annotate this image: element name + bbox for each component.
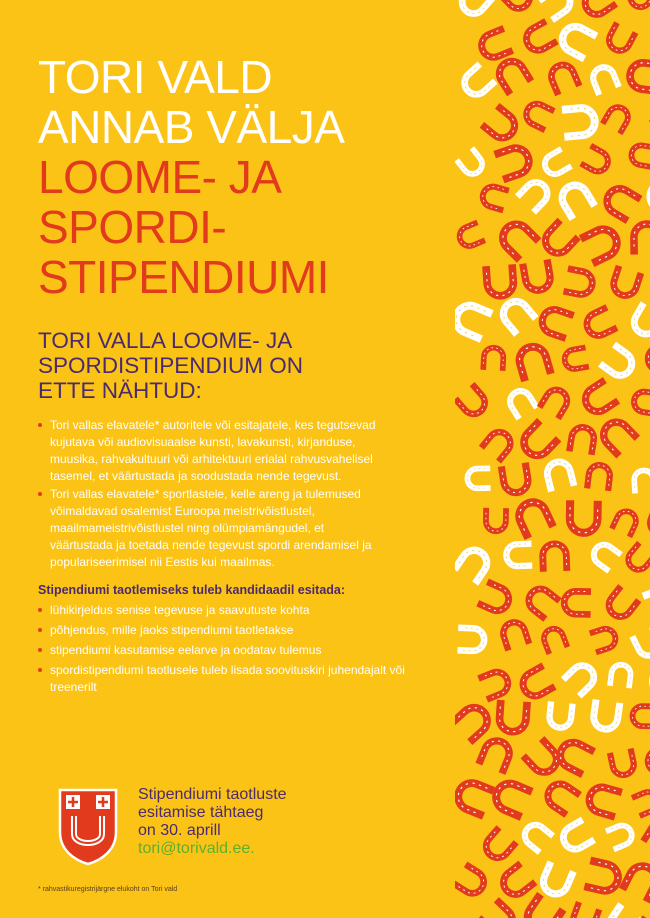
horseshoe-shape [584,860,620,893]
requirement-item: spordistipendiumi taotlusele tuleb lisada soovituskiri juhendajalt või treenerilt [38,662,428,696]
horseshoe-shape [548,701,572,728]
horseshoe-shape [455,545,491,583]
horseshoe-shape [610,748,636,776]
horseshoe-shape [497,219,538,260]
horseshoe-shape [602,184,640,221]
horseshoe-shape [570,500,598,533]
horseshoe-shape [455,864,488,897]
requirements-list [38,602,428,696]
horseshoe-shape [587,464,611,491]
horseshoe-shape [590,64,619,95]
horseshoe-shape [479,900,518,918]
horseshoe-shape [543,779,580,815]
deadline-text [138,786,287,858]
horseshoe-shape [626,0,650,10]
horseshoe-shape [455,384,489,418]
horseshoe-shape [499,700,527,733]
horseshoe-shape [564,591,591,614]
horseshoe-shape [480,184,509,210]
horseshoe-shape [478,582,513,615]
horseshoe-shape [645,178,650,218]
horseshoe-shape [629,61,650,91]
horseshoe-shape [645,748,650,776]
subtitle-line-1: TORI VALLA LOOME- JA [38,328,293,353]
horseshoe-shape [492,779,532,817]
requirement-item: lühikirjeldus senise tegevuse ja saavutuste kohta [38,602,428,619]
purpose-list [38,417,383,571]
deadline-line-3: on 30. aprill [138,822,221,839]
tori-coat-of-arms-icon [58,786,118,866]
horseshoe-shape [500,620,529,651]
horseshoe-shape [622,862,650,902]
horseshoe-shape [548,62,579,95]
horseshoe-shape [632,706,650,726]
horseshoe-shape [581,380,618,416]
horseshoe-shape [457,0,492,18]
horseshoe-shape [634,224,650,255]
horseshoe-shape [604,904,642,918]
horseshoe-shape [590,626,618,652]
horseshoe-shape [634,470,650,494]
horseshoe-shape [562,107,596,137]
requirement-item: põhjendus, mille jaoks stipendiumi taotletakse [38,622,428,639]
horseshoe-shape [467,468,490,488]
horseshoe-shape [455,779,494,816]
horseshoe-shape [604,586,638,621]
title-line-3: LOOME- JA [38,151,282,203]
horseshoe-pattern-graphic [455,0,650,918]
horseshoe-shape [486,508,506,532]
horseshoe-shape [460,64,495,99]
horseshoe-shape [643,818,650,854]
horseshoe-shape [539,0,575,20]
horseshoe-shape [500,0,535,13]
horseshoe-shape [603,104,632,134]
horseshoe-shape [478,28,513,60]
footnote: * rahvastikuregistrijärgne elukoht on Tori vald [38,886,178,893]
horseshoe-shape [522,21,557,54]
horseshoe-shape [457,148,486,178]
horseshoe-shape [563,347,589,370]
purpose-item-culture: Tori vallas elavatele* autoritele või esitajatele, kes tegutsevad kujutava või audiovisuaalse kunsti, lavakunsti, kirjanduse, muusika, rahvakultuuri või arhitektuuri erialal rahvusvahelisel tasemel, et väärtustada ja soodustada nende tegevust. [38,417,383,485]
subtitle-line-3: ETTE NÄHTUD: [38,378,202,403]
deadline-block [58,786,287,866]
horseshoe-shape [581,0,617,19]
title-line-4: SPORDI- [38,201,227,253]
horseshoe-shape [564,269,595,297]
horseshoe-shape [598,417,637,456]
horseshoe-shape [483,347,504,371]
horseshoe-shape [540,386,571,419]
horseshoe-shape [519,421,559,461]
horseshoe-shape [457,222,485,249]
deadline-line-1: Stipendiumi taotluste [138,786,287,803]
horseshoe-shape [495,145,533,180]
main-content [38,52,458,699]
horseshoe-shape [630,303,650,338]
horseshoe-shape [542,543,566,571]
horseshoe-shape [455,702,492,742]
horseshoe-shape [586,784,622,817]
horseshoe-shape [540,220,578,258]
horseshoe-shape [611,266,641,299]
horseshoe-shape [519,666,555,701]
horseshoe-shape [558,181,595,220]
horseshoe-shape [501,463,529,495]
horseshoe-shape [581,146,612,175]
horseshoe-shape [570,902,599,918]
subtitle [38,328,458,403]
title-line-5: STIPENDIUMI [38,251,329,303]
horseshoe-shape [498,296,535,334]
horseshoe-shape [559,820,594,854]
horseshoe-shape [521,821,553,853]
horseshoe-shape [632,627,650,659]
horseshoe-shape [556,738,594,774]
horseshoe-shape [624,543,650,574]
horseshoe-shape [506,387,537,419]
deadline-line-2: esitamise tähtaeg [138,804,264,821]
requirements-heading: Stipendiumi taotlemiseks tuleb kandidaadil esitada: [38,583,346,597]
horseshoe-shape [523,259,552,292]
horseshoe-shape [486,264,514,296]
horseshoe-shape [545,460,574,492]
horseshoe-shape [539,306,574,338]
horseshoe-shape [600,345,636,381]
horseshoe-shape [523,100,554,130]
horseshoe-pattern [455,0,650,918]
horseshoe-shape [633,390,650,414]
title-line-1: TORI VALD [38,51,273,103]
horseshoe-shape [563,661,598,696]
horseshoe-shape [540,862,574,898]
horseshoe-shape [606,822,635,849]
horseshoe-shape [630,144,650,167]
horseshoe-shape [590,541,621,571]
horseshoe-shape [605,23,635,55]
title-line-2: ANNAB VÄLJA [38,101,345,153]
horseshoe-shape [479,737,513,773]
horseshoe-shape [515,498,553,538]
horseshoe-shape [457,628,484,651]
horseshoe-shape [643,586,650,620]
horseshoe-shape [581,225,622,264]
horseshoe-shape [612,508,639,537]
requirement-item: stipendiumi kasutamise eelarve ja oodatav tulemus [38,642,428,659]
horseshoe-shape [541,626,567,654]
horseshoe-shape [455,301,492,339]
horseshoe-shape [482,106,520,143]
horseshoe-shape [569,426,595,455]
horseshoe-shape [481,428,514,462]
horseshoe-shape [583,307,617,339]
purpose-item-sport: Tori vallas elavatele* sportlastele, kelle areng ja tulemused võimaldavad osalemist Euroopa meistrivõistlustel, maailmameistrivõistlustel ning olümpiamängudel, et väärtustada ja toetada nende tegevust spordi arendamisel ja populariseerimisel nii Eestis kui maailmas. [38,486,383,571]
horseshoe-shape [541,149,571,178]
horseshoe-shape [517,178,552,213]
horseshoe-shape [610,664,632,689]
horseshoe-shape [523,894,564,918]
horseshoe-shape [523,739,561,778]
horseshoe-shape [495,57,531,95]
subtitle-line-2: SPORDISTIPENDIUM ON [38,353,304,378]
horseshoe-shape [499,863,535,899]
horseshoe-shape [516,344,550,382]
horseshoe-shape [558,22,597,59]
horseshoe-shape [506,544,532,567]
contact-email-link[interactable]: tori@torivald.ee. [138,840,255,857]
horseshoe-shape [478,669,511,700]
horseshoe-shape [482,827,517,862]
horseshoe-shape [524,584,559,619]
horseshoe-shape [632,789,650,816]
horseshoe-shape [592,700,620,731]
